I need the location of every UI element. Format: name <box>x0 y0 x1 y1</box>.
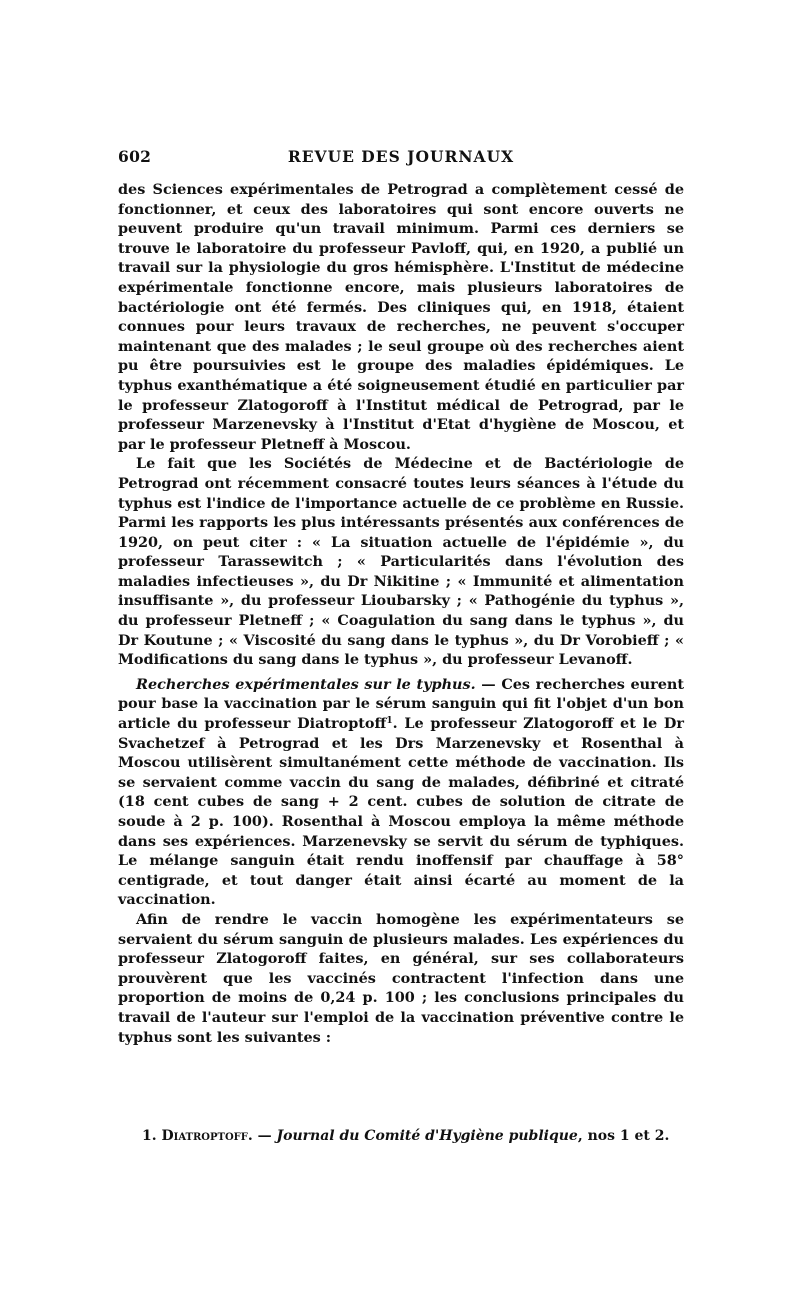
footnote <box>142 1128 702 1144</box>
paragraph-1: des Sciences expérimentales de Petrograd a complètement cessé de fonctionner, et ceux des laboratoires qui sont encore ouverts ne peuvent produire qu'un travail minimum. Parmi ces derniers se trouve le laboratoire du professeur Pavloff, qui, en 1920, a publié un travail sur la physiologie du gros hémisphère. L'Institut de médecine expérimentale fonctionne encore, mais plusieurs laboratoires de bactériologie ont été fermés. Des cliniques qui, en 1918, étaient connues pour leurs travaux de recherches, ne peuvent s'occuper maintenant que des malades ; le seul groupe où des recherches aient pu être poursuivies est le groupe des maladies épidémiques. Le typhus exanthématique a été soigneusement étudié en particulier par le professeur Zlatogoroff à l'Institut médical de Petrograd, par le professeur Marzenevsky à l'Institut d'Etat d'hygiène de Moscou, et par le professeur Pletneff à Moscou. <box>118 181 684 453</box>
footnote-author: Diatroptoff. <box>161 1128 253 1144</box>
footnote-reference: 1 <box>386 716 393 727</box>
paragraph-3 <box>118 675 684 910</box>
paragraph-3-text-b: . Le professeur Zlatogoroff et le Dr Svachetzef à Petrograd et les Drs Marzenevsky et Rosenthal à Moscou utilisèrent simultanément cette méthode de vaccination. Ils se servaient comme vaccin du sang de malades, défibriné et citraté (18 cent cubes de sang + 2 cent. cubes de solution de citrate de soude à 2 p. 100). Rosenthal à Moscou employa la même méthode dans ses expériences. Marzenevsky se servit du sérum de typhiques. Le mélange sanguin était rendu inoffensif par chauffage à 58° centigrade, et tout danger était ainsi écarté au moment de la vaccination. <box>118 715 684 909</box>
body-text <box>118 180 684 1047</box>
paragraph-4: Afin de rendre le vaccin homogène les expérimentateurs se servaient du sérum sanguin de plusieurs malades. Les expériences du professeur Zlatogoroff faites, en général, sur ses collaborateurs prouvèrent que les vaccinés contractent l'infection dans une proportion de moins de 0,24 p. 100 ; les conclusions principales du travail de l'auteur sur l'emploi de la vaccination préventive contre le typhus sont les suivantes : <box>118 910 684 1046</box>
paragraph-2: Le fait que les Sociétés de Médecine et de Bactériologie de Petrograd ont récemment consacré toutes leurs séances à l'étude du typhus est l'indice de l'importance actuelle de ce problème en Russie. Parmi les rapports les plus intéressants présentés aux conférences de 1920, on peut citer : « La situation actuelle de l'épidémie », du professeur Tarassewitch ; « Particularités dans l'évolution des maladies infectieuses », du Dr Nikitine ; « Immunité et alimentation insuffisante », du professeur Lioubarsky ; « Pathogénie du typhus », du professeur Pletneff ; « Coagulation du sang dans le typhus », du Dr Koutune ; « Viscosité du sang dans le typhus », du Dr Vorobieff ; « Modifications du sang dans le typhus », du professeur Levanoff. <box>118 455 684 669</box>
footnote-journal: Journal du Comité d'Hygiène publique <box>276 1128 578 1144</box>
section-runin-heading: Recherches expérimentales sur le typhus. <box>136 675 476 693</box>
page-number: 602 <box>118 147 152 166</box>
footnote-separator: — <box>252 1128 277 1144</box>
footnote-number: 1. <box>142 1128 157 1144</box>
paragraph-3-text-a: — Ces recherches eurent pour base la vaccination par le sérum sanguin qui fit l'objet d'un bon article du professeur Diatroptoff <box>118 675 684 733</box>
footnote-issues: , nos 1 et 2. <box>577 1128 670 1144</box>
running-title: REVUE DES JOURNAUX <box>287 147 515 166</box>
